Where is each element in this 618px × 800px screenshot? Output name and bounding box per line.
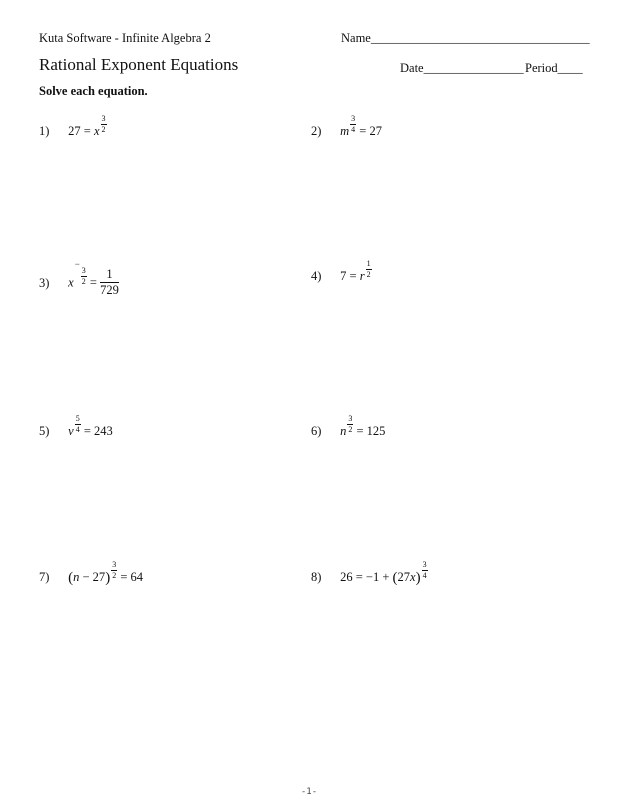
exponent (422, 561, 428, 580)
variable: m (340, 124, 350, 138)
exponent (75, 415, 81, 434)
exp-denominator: 2 (112, 571, 117, 580)
inner-expression: − 27 (79, 570, 106, 584)
problem-4 (311, 259, 372, 293)
exp-numerator: 1 (366, 259, 371, 268)
fraction-numerator: 1 (106, 267, 113, 281)
problem-number: 7) (39, 570, 50, 584)
close-paren: ) (105, 570, 111, 586)
exp-denominator: 4 (351, 125, 356, 134)
rhs: = 125 (356, 424, 386, 438)
problem-1 (39, 114, 107, 148)
exp-numerator: 5 (75, 414, 80, 423)
rhs: = 27 (359, 124, 382, 138)
equals: = (89, 275, 97, 290)
variable: r (359, 269, 365, 283)
name-field[interactable]: Name___________________________________ (341, 31, 590, 45)
exp-numerator: 3 (348, 414, 353, 423)
problem-2 (311, 114, 382, 148)
problem-8 (311, 560, 428, 594)
exp-denominator: 2 (348, 425, 353, 434)
variable: x (93, 124, 100, 138)
fraction-denominator: 729 (100, 283, 119, 298)
problem-number: 8) (311, 570, 322, 584)
variable: x (68, 275, 74, 290)
software-label: Kuta Software - Infinite Algebra 2 (39, 31, 211, 45)
problem-number: 3) (39, 275, 50, 290)
exponent (366, 260, 372, 279)
exponent (347, 415, 353, 434)
exp-numerator: 3 (112, 560, 117, 569)
exp-denominator: 2 (366, 270, 371, 279)
lhs: 27 = (68, 124, 91, 138)
exp-denominator: 4 (422, 571, 427, 580)
exp-denominator: 2 (101, 125, 106, 134)
exponent (101, 115, 107, 134)
exp-sign: − (74, 258, 80, 269)
page-number: -1- (300, 787, 318, 797)
variable: v (68, 424, 74, 438)
instructions: Solve each equation. (39, 84, 148, 98)
lhs: 7 = (340, 269, 357, 283)
rhs-fraction (100, 268, 119, 297)
period-field[interactable]: Period____ (525, 61, 583, 75)
problem-3 (39, 258, 119, 300)
open-paren: ( (392, 570, 398, 586)
variable: n (73, 570, 80, 584)
problem-5 (39, 414, 113, 448)
lhs: 26 = −1 + (340, 570, 390, 584)
problem-number: 2) (311, 124, 322, 138)
exp-numerator: 3 (351, 114, 356, 123)
problem-6 (311, 414, 386, 448)
problem-number: 4) (311, 269, 322, 283)
inner-expression: 27 (397, 570, 411, 584)
exponent (111, 561, 117, 580)
problem-7 (39, 560, 143, 594)
open-paren: ( (68, 570, 74, 586)
rhs: = 243 (83, 424, 113, 438)
exponent (74, 258, 87, 286)
problem-number: 5) (39, 424, 50, 438)
variable: n (340, 424, 347, 438)
close-paren: ) (415, 570, 421, 586)
exponent (350, 115, 356, 134)
exp-denominator: 2 (81, 276, 86, 286)
rhs: = 64 (120, 570, 143, 584)
date-field[interactable]: Date________________ (400, 61, 524, 75)
variable: x (410, 570, 416, 584)
exp-numerator: 3 (101, 114, 106, 123)
problem-number: 6) (311, 424, 322, 438)
problem-number: 1) (39, 124, 50, 138)
worksheet-title: Rational Exponent Equations (39, 55, 239, 74)
exp-numerator: 3 (422, 560, 427, 569)
exp-denominator: 4 (75, 425, 80, 434)
exp-numerator: 3 (81, 265, 86, 275)
